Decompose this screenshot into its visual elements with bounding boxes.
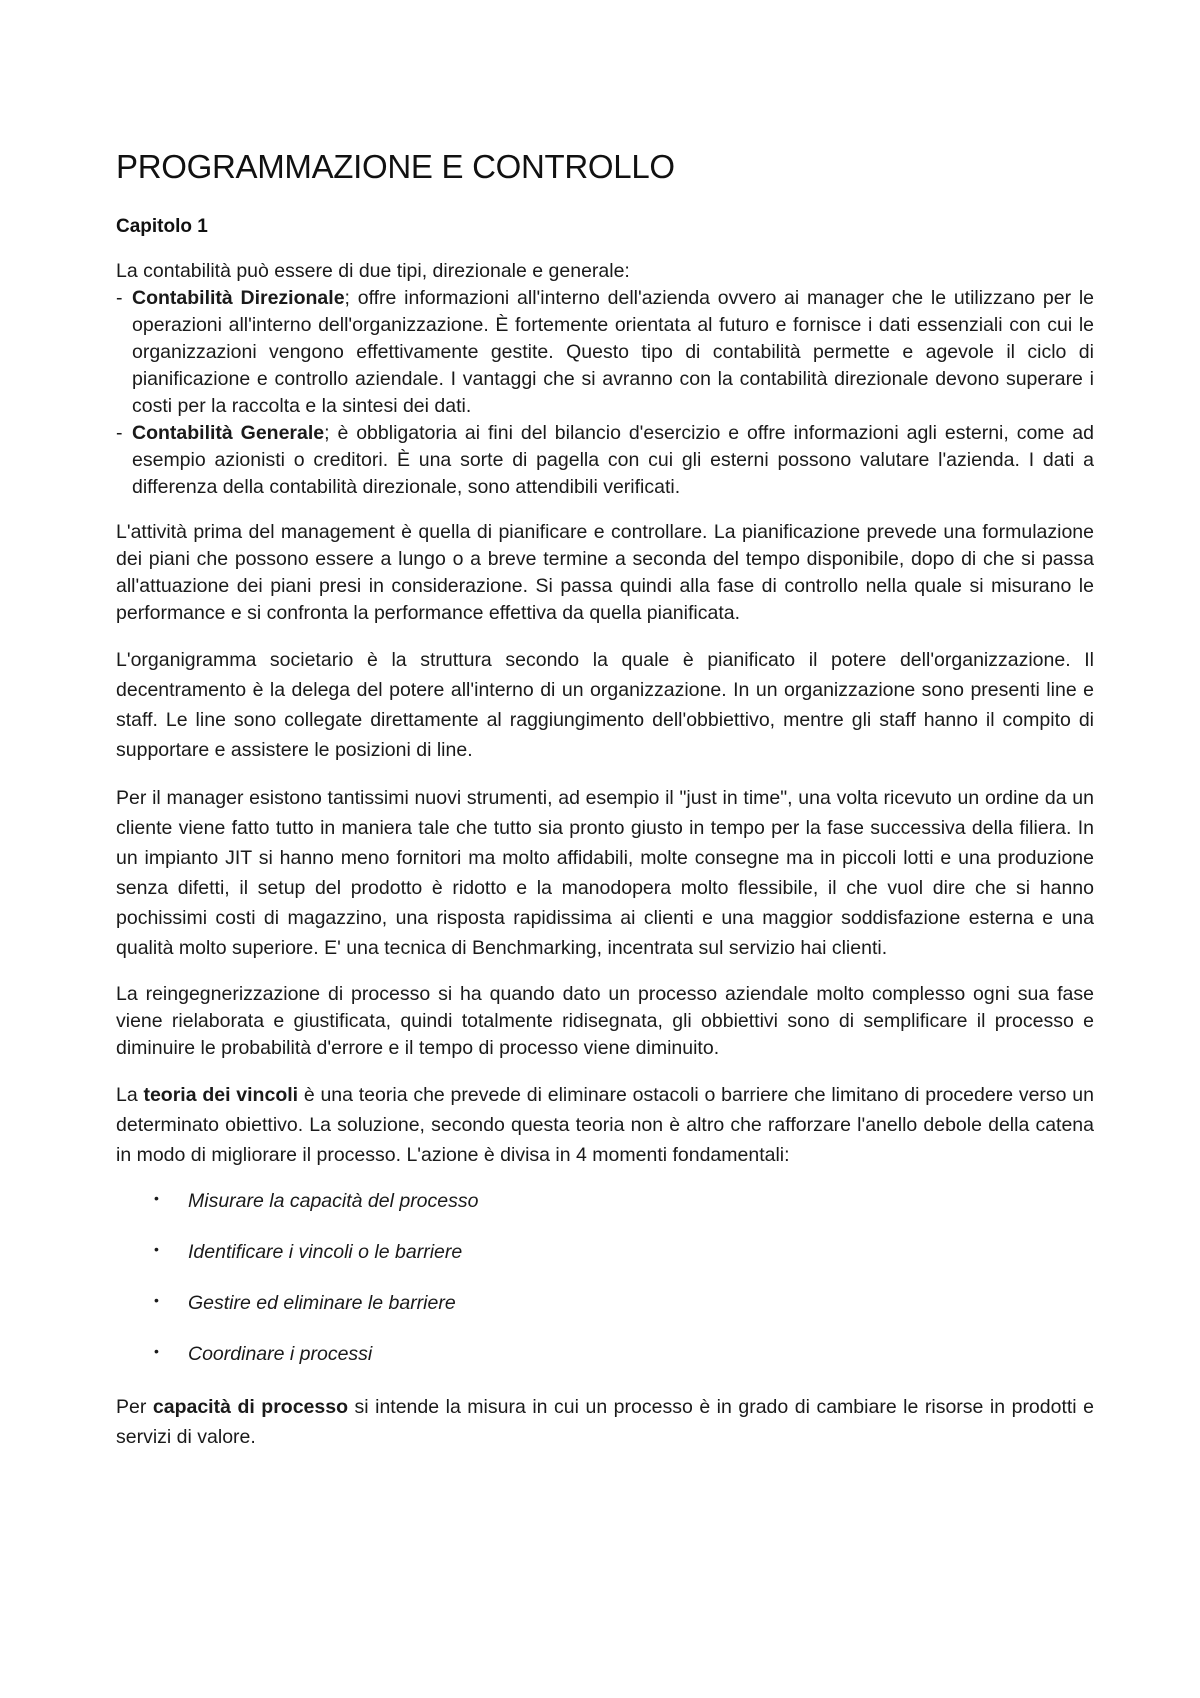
capacity-text: si intende la misura in cui un processo è in grado di cambiare le risorse in prodotti e servizi di valore. — [116, 1396, 1094, 1448]
step-label: Misurare la capacità del processo — [188, 1190, 479, 1212]
constraints-prefix: La — [116, 1084, 144, 1106]
text-direzionale: ; offre informazioni all'interno dell'azienda ovvero ai manager che le utilizzano per le operazioni all'interno dell'organizzazione. È fortemente orientata al futuro e fornisce i dati essenziali con cui le organizzazioni vengono effettivamente gestite. Questo tipo di contabilità permette e agevole il ciclo di pianificazione e controllo aziendale. I vantaggi che si avranno con la contabilità direzionale devono superare i costi per la raccolta e la sintesi dei dati. — [132, 287, 1095, 417]
term-generale: Contabilità Generale — [132, 422, 325, 444]
steps-list — [116, 1188, 1094, 1368]
list-item — [116, 420, 1094, 501]
paragraph-organigramma: L'organigramma societario è la struttura secondo la quale è pianificato il potere dell'organizzazione. Il decentramento è la delega del potere all'interno di un organizzazione. In un organizzazione sono presenti line e staff. Le line sono collegate direttamente al raggiungimento dell'obbiettivo, mentre gli staff hanno il compito di supportare e assistere le posizioni di line. — [116, 649, 1094, 761]
dash-icon: - — [116, 287, 123, 309]
constraints-term: teoria dei vincoli — [143, 1084, 299, 1106]
paragraph-constraints — [116, 1080, 1094, 1170]
intro-paragraph: La contabilità può essere di due tipi, direzionale e generale: — [116, 260, 630, 282]
document-page — [116, 148, 1094, 1470]
bullet-icon: • — [154, 1241, 159, 1257]
step-label: Gestire ed eliminare le barriere — [188, 1292, 456, 1314]
document-title: PROGRAMMAZIONE E CONTROLLO — [116, 148, 675, 185]
dash-icon: - — [116, 422, 123, 444]
text-generale: ; è obbligatoria ai fini del bilancio d'esercizio e offre informazioni agli esterni, come ad esempio azionisti o creditori. È una sorte di pagella con cui gli esterni possono valutare l'azienda. I dati a differenza della contabilità direzionale, sono attendibili verificati. — [132, 422, 1094, 498]
step-label: Identificare i vincoli o le barriere — [188, 1241, 463, 1263]
list-item — [116, 1239, 1094, 1266]
bullet-icon: • — [154, 1343, 159, 1359]
list-item — [116, 1341, 1094, 1368]
list-item — [116, 1188, 1094, 1215]
term-direzionale: Contabilità Direzionale — [132, 287, 345, 309]
paragraph-reengineering: La reingegnerizzazione di processo si ha quando dato un processo aziendale molto complesso ogni sua fase viene rielaborata e giustificata, quindi totalmente ridisegnata, gli obbiettivi sono di semplificare il processo e diminuire le probabilità d'errore e il tempo di processo viene diminuito. — [116, 983, 1094, 1059]
list-item — [116, 1290, 1094, 1317]
chapter-heading: Capitolo 1 — [116, 216, 208, 237]
list-item — [116, 285, 1094, 420]
paragraph-management: L'attività prima del management è quella di pianificare e controllare. La pianificazione prevede una formulazione dei piani che possono essere a lungo o a breve termine a seconda del tempo disponibile, dopo di che si passa all'attuazione dei piani presi in considerazione. Si passa quindi alla fase di controllo nella quale si misurano le performance e si confronta la performance effettiva da quella pianificata. — [116, 521, 1094, 624]
accounting-types-list — [116, 285, 1094, 501]
paragraph-jit: Per il manager esistono tantissimi nuovi strumenti, ad esempio il "just in time", una volta ricevuto un ordine da un cliente viene fatto tutto in maniera tale che tutto sia pronto giusto in tempo per la fase successiva della filiera. In un impianto JIT si hanno meno fornitori ma molto affidabili, molte consegne ma in piccoli lotti e una produzione senza difetti, il setup del prodotto è ridotto e la manodopera molto flessibile, il che vuol dire che si hanno pochissimi costi di magazzino, una risposta rapidissima ai clienti e una maggior soddisfazione esterna e una qualità molto superiore. E' una tecnica di Benchmarking, incentrata sul servizio hai clienti. — [116, 787, 1094, 959]
capacity-prefix: Per — [116, 1396, 153, 1418]
capacity-term: capacità di processo — [152, 1396, 348, 1418]
constraints-text: è una teoria che prevede di eliminare ostacoli o barriere che limitano di procedere verso un determinato obiettivo. La soluzione, secondo questa teoria non è altro che rafforzare l'anello debole della catena in modo di migliorare il processo. L'azione è divisa in 4 momenti fondamentali: — [116, 1084, 1094, 1166]
step-label: Coordinare i processi — [188, 1343, 373, 1365]
bullet-icon: • — [154, 1190, 159, 1206]
bullet-icon: • — [154, 1292, 159, 1308]
paragraph-capacity — [116, 1392, 1094, 1452]
